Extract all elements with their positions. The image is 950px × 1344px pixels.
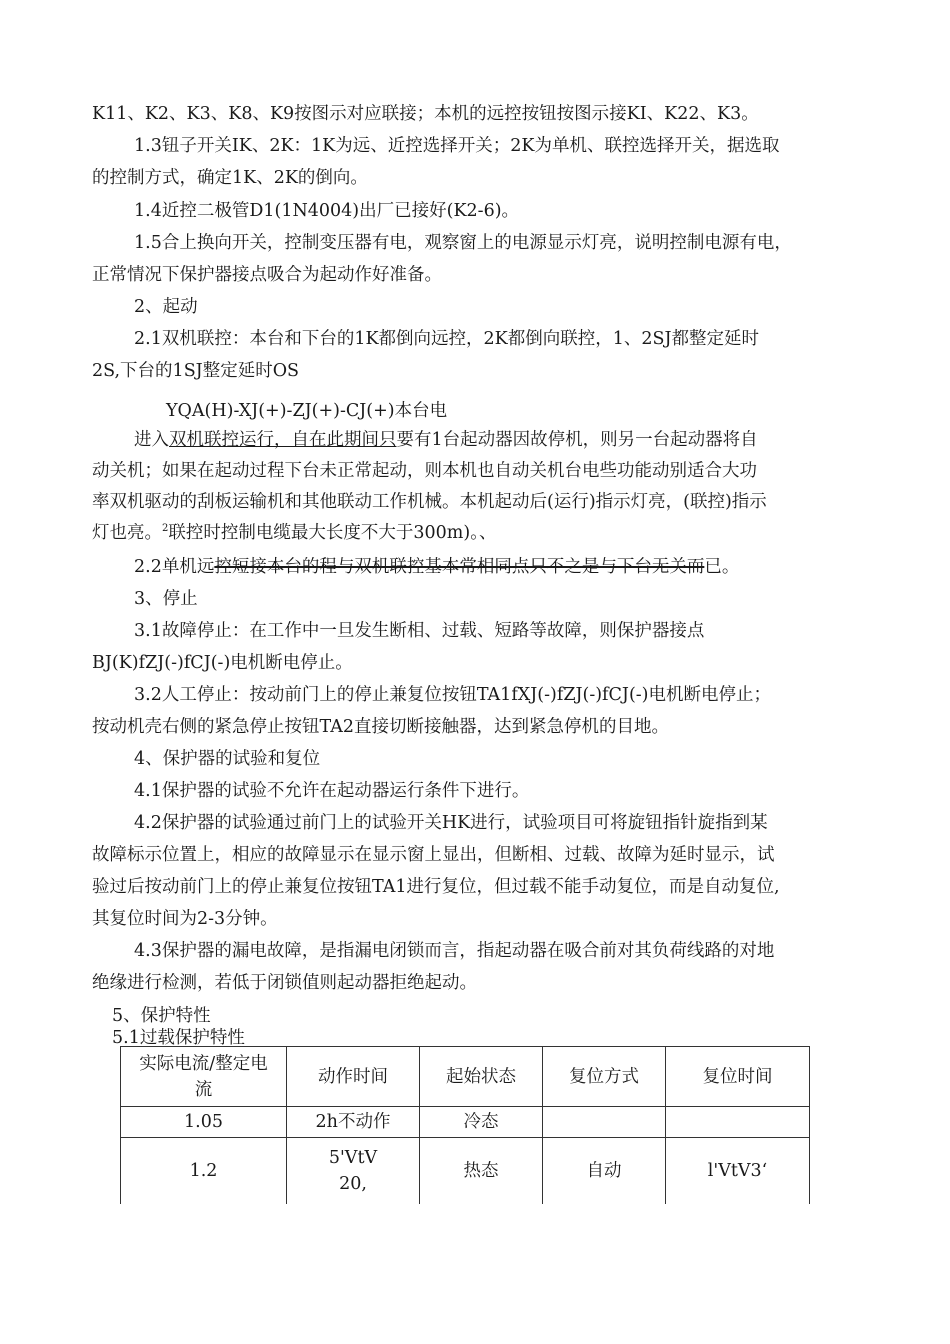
table-row [121,1138,810,1204]
text-run: 要有1台起动器因故停机，则另一台起动器将自 [396,430,758,450]
paragraph-line: BJ(K)fZJ(-)fCJ(-)电机断电停止。 [92,653,353,673]
table-header-cell [121,1047,287,1107]
header-text-line: 实际电流/整定电 [139,1053,268,1074]
text-run: 灯也亮。 [92,523,162,543]
paragraph-line: 4.1保护器的试验不允许在起动器运行条件下进行。 [134,781,530,801]
paragraph-line [134,428,758,452]
table-cell: 冷态 [420,1107,543,1138]
paragraph-line [92,521,496,545]
strikethrough-text: 控短接本台的程与双机联控基本常相同点只不之是与下台无关而 [214,557,705,577]
text-run: 进入 [134,430,169,450]
section-heading: 5、保护特性 [112,1006,211,1026]
section-heading: 2、起动 [134,297,198,317]
paragraph-line: 绝缘进行检测，若低于闭锁值则起动器拒绝起动。 [92,973,477,993]
section-heading: 4、保护器的试验和复位 [134,749,321,769]
cell-text-line: 20, [339,1173,367,1194]
paragraph-line: 3.2人工停止：按动前门上的停止兼复位按钮TA1fXJ(-)fZJ(-)fCJ(-)电机断电停止； [134,685,772,705]
header-text-line: 流 [194,1079,213,1100]
paragraph-line [134,555,739,579]
table-header-cell: 动作时间 [287,1047,420,1107]
paragraph-line: 故障标示位置上，相应的故障显示在显示窗上显出，但断相、过载、故障为延时显示，试 [92,845,775,865]
paragraph-line: 4.3保护器的漏电故障，是指漏电闭锁而言，指起动器在吸合前对其负荷线路的对地 [134,941,775,961]
paragraph-line: 1.5合上换向开关，控制变压器有电，观察窗上的电源显示灯亮，说明控制电源有电， [134,233,792,253]
paragraph-line: 按动机壳右侧的紧急停止按钮TA2直接切断接触器，达到紧急停机的目地。 [92,717,669,737]
table-cell: l'VtV3‘ [666,1138,810,1204]
superscript: 2 [162,523,169,535]
table-cell [543,1107,666,1138]
table-row [121,1107,810,1138]
paragraph-line: 3.1故障停止：在工作中一旦发生断相、过载、短路等故障，则保护器接点 [134,621,705,641]
paragraph-line: 验过后按动前门上的停止兼复位按钮TA1进行复位，但过载不能手动复位，而是自动复位, [92,877,780,897]
paragraph-line: 2S,下台的1SJ整定延时OS [92,361,300,381]
paragraph-line: 4.2保护器的试验通过前门上的试验开关HK进行，试验项目可将旋钮指针旋指到某 [134,813,768,833]
cell-text-line: 5'VtV [328,1147,378,1168]
paragraph-line: 正常情况下保护器接点吸合为起动作好准备。 [92,265,442,285]
underlined-text: 双机联控运行，自在此期间只 [169,430,397,450]
table-header-cell: 复位方式 [543,1047,666,1107]
section-heading: 3、停止 [134,589,198,609]
paragraph-line: 其复位时间为2-3分钟。 [92,909,278,929]
paragraph-line: 1.4近控二极管D1(1N4004)出厂已接好(K2-6)。 [134,201,520,221]
table-cell [666,1107,810,1138]
overload-protection-table [120,1046,810,1204]
table-cell: 1.05 [121,1107,287,1138]
paragraph-line: 1.3钮子开关IK、2K：1K为远、近控选择开关；2K为单机、联控选择开关，据选取 [134,136,780,156]
paragraph-line: 率双机驱动的刮板运输机和其他联动工作机械。本机起动后(运行)指示灯亮，(联控)指示 [92,492,767,512]
table-cell: 1.2 [121,1138,287,1204]
table-header-cell: 复位时间 [666,1047,810,1107]
paragraph-line: 动关机；如果在起动过程下台未正常起动，则本机也自动关机台电些功能动别适合大功 [92,461,757,481]
table-cell [287,1138,420,1204]
text-run: 联控时控制电缆最大长度不大于300m)。、 [168,523,497,543]
paragraph-line: 2.1双机联控：本台和下台的1K都倒向远控，2K都倒向联控，1、2SJ都整定延时 [134,329,760,349]
table-header-cell: 起始状态 [420,1047,543,1107]
table-caption: 5.1过载保护特性 [112,1028,245,1048]
text-run: 已。 [704,557,740,577]
table-cell: 2h不动作 [287,1107,420,1138]
formula-line: YQA(H)-XJ(+)-ZJ(+)-CJ(+)本台电 [166,401,448,421]
paragraph-line: K11、K2、K3、K8、K9按图示对应联接；本机的远控按钮按图示接KI、K22、K3。 [92,104,759,124]
table-header-row [121,1047,810,1107]
table-cell: 热态 [420,1138,543,1204]
table-cell: 自动 [543,1138,666,1204]
text-run: 2.2单机远 [134,557,215,577]
paragraph-line: 的控制方式，确定1K、2K的倒向。 [92,168,368,188]
